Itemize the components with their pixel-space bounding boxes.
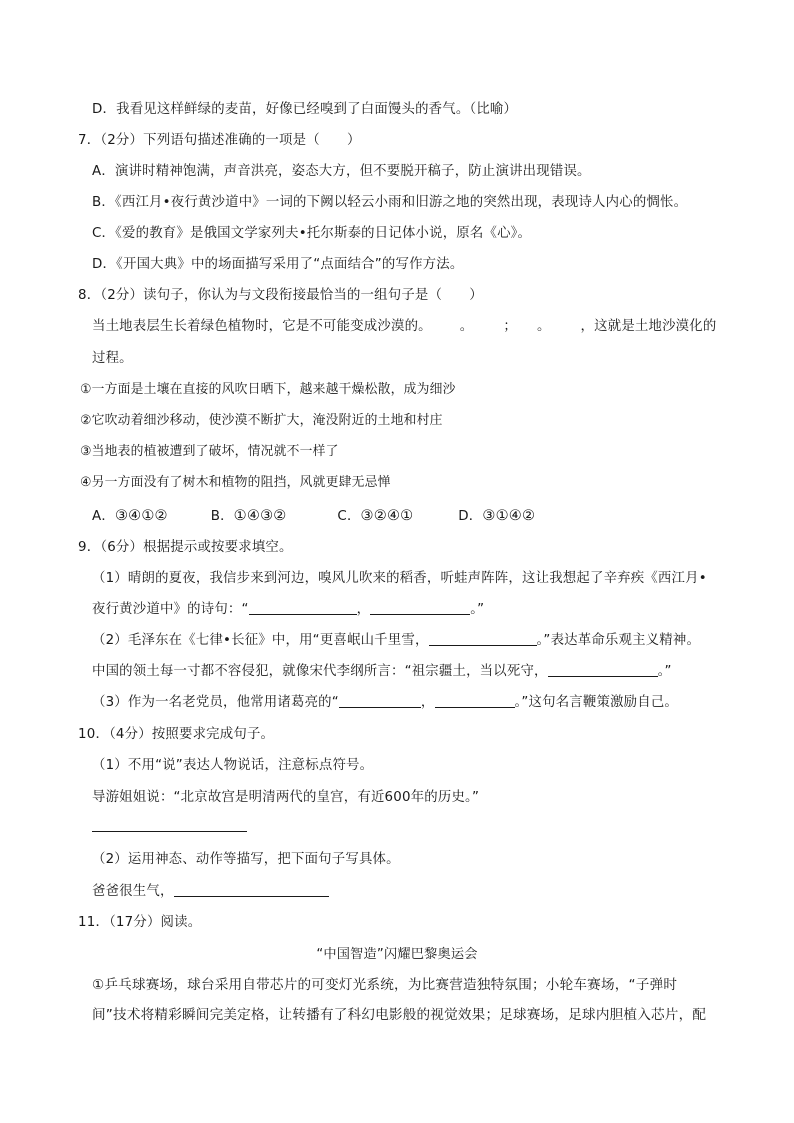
q8-passage-cont: 过程。 xyxy=(92,351,133,366)
q6-option-d: D．我看见这样鲜绿的麦苗，好像已经嗅到了白面馒头的香气。（比喻） xyxy=(92,102,518,117)
q9-part3: （3）作为一名老党员，他常用诸葛亮的“ ， 。”这句名言鞭策激励自己。 xyxy=(92,695,679,710)
q9-part2-line1: （2）毛泽东在《七律•长征》中，用“更喜岷山千里雪， 。”表达革命乐观主义精神。 xyxy=(92,633,701,648)
q8-clause-2: ②它吹动着细沙移动，使沙漠不断扩大，淹没附近的土地和村庄 xyxy=(80,413,443,428)
q8-passage-start: 当土地表层生长着绿色植物时，它是不可能变成沙漠的。 xyxy=(92,319,432,334)
q11-article-title: “中国智造”闪耀巴黎奥运会 xyxy=(316,947,478,962)
q9-part1-line2: 夜行黄沙道中》的诗句：“ ， 。” xyxy=(92,602,485,617)
q10-stem: 10．（4分）按照要求完成句子。 xyxy=(78,727,275,742)
q10-part2: （2）运用神态、动作等描写，把下面句子写具体。 xyxy=(92,852,400,867)
q10-answer-line-2[interactable] xyxy=(174,883,329,897)
q11-para1-line2: 间”技术将精彩瞬间完美定格，让转播有了科幻电影般的视觉效果；足球赛场，足球内胆植入芯片，配 xyxy=(92,1007,707,1023)
q10-answer-line-1[interactable] xyxy=(92,831,247,832)
q8-clause-3: ③当地表的植被遭到了破坏，情况就不一样了 xyxy=(80,444,339,459)
q8-clause-1: ①一方面是土壤在直接的风吹日晒下，越来越干燥松散，成为细沙 xyxy=(80,382,456,397)
blank-field[interactable] xyxy=(435,694,515,708)
q8-choice-a: A．③④①② xyxy=(92,508,168,524)
q8-passage-p3: 。 xyxy=(536,319,551,334)
q7-option-c: C．《爱的教育》是俄国文学家列夫•托尔斯泰的日记体小说，原名《心》。 xyxy=(92,226,532,241)
q8-choice-d: D．③①④② xyxy=(458,508,536,524)
q11-stem: 11．（17分）阅读。 xyxy=(78,915,202,930)
q7-option-d: D．《开国大典》中的场面描写采用了“点面结合”的写作方法。 xyxy=(92,257,464,272)
q8-passage-end: ，这就是土地沙漠化的 xyxy=(580,319,717,334)
q7-stem: 7．（2分）下列语句描述准确的一项是（ ） xyxy=(78,133,361,148)
q10-part1-sentence: 导游姐姐说：“北京故宫是明清两代的皇宫，有近600年的历史。” xyxy=(92,790,480,805)
q7-option-b: B．《西江月•夜行黄沙道中》一词的下阙以轻云小雨和旧游之地的突然出现，表现诗人内心的惆怅。 xyxy=(92,195,688,210)
blank-field[interactable] xyxy=(249,601,357,615)
q8-stem: 8．（2分）读句子，你认为与文段衔接最恰当的一组句子是（ ） xyxy=(78,288,483,303)
q9-part2-line2: 中国的领土每一寸都不容侵犯，就像宋代李纲所言：“祖宗疆土，当以死守， 。” xyxy=(92,664,672,679)
q11-para1-line1: ①乒乓球赛场，球台采用自带芯片的可变灯光系统，为比赛营造独特氛围；小轮车赛场，“子弹时 xyxy=(92,977,678,993)
q8-choices xyxy=(92,507,535,526)
q8-clause-4: ④另一方面没有了树木和植物的阻挡，风就更肆无忌惮 xyxy=(80,475,391,490)
q8-passage-p2: ； xyxy=(503,319,517,334)
blank-field[interactable] xyxy=(429,632,537,646)
q9-stem: 9．（6分）根据提示或按要求填空。 xyxy=(78,540,293,555)
blank-field[interactable] xyxy=(548,663,658,677)
blank-field[interactable] xyxy=(339,694,421,708)
q8-passage-p1: 。 xyxy=(459,319,474,334)
blank-field[interactable] xyxy=(370,601,470,615)
q9-part1-line1: （1）晴朗的夏夜，我信步来到河边，嗅风儿吹来的稻香，听蛙声阵阵，这让我想起了辛弃疾《西江月• xyxy=(92,571,707,586)
q8-choice-c: C．③②④① xyxy=(337,508,414,524)
q7-option-a: A．演讲时精神饱满，声音洪亮，姿态大方，但不要脱开稿子，防止演讲出现错误。 xyxy=(92,164,591,179)
q10-part2-sentence: 爸爸很生气， xyxy=(92,883,329,901)
q8-choice-b: B．①④③② xyxy=(210,508,287,524)
q8-passage xyxy=(92,318,716,336)
q10-part1: （1）不用“说”表达人物说话，注意标点符号。 xyxy=(92,758,374,773)
